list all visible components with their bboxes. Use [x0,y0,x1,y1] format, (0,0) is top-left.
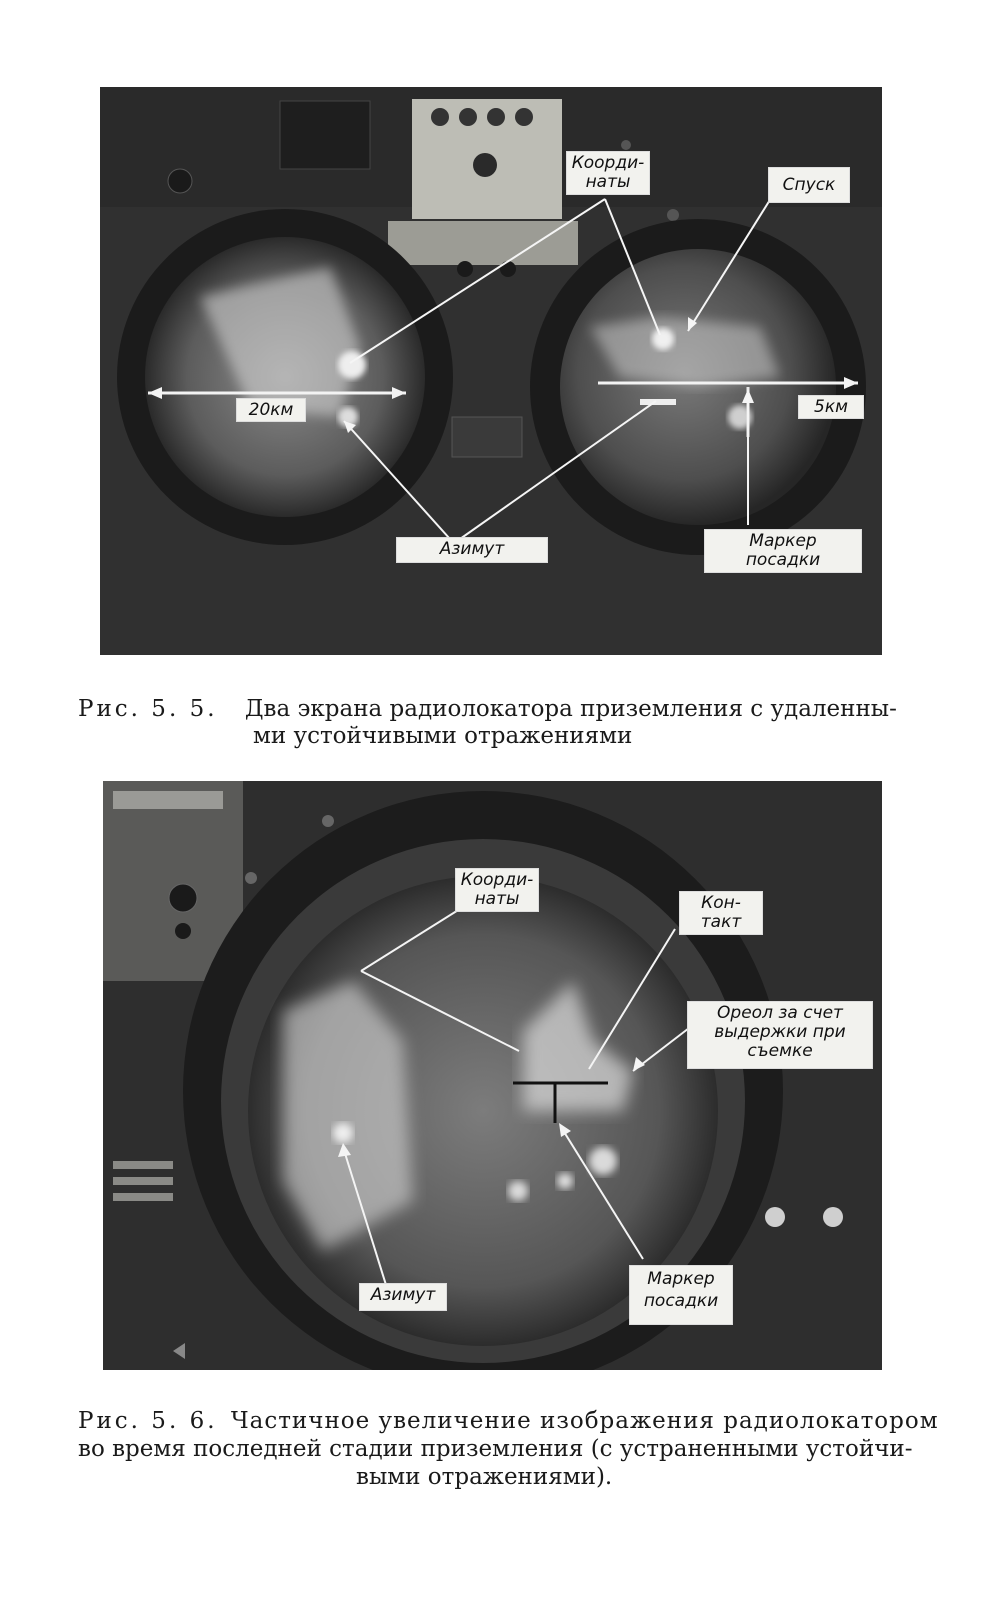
label-halo: Ореол за счет выдержки при съемке [687,1001,873,1069]
caption-text-line1: Частичное увеличение изображения радиолокатором [230,1408,939,1434]
label-descent: Спуск [768,167,850,203]
caption-number: Рис. 5. 6. [78,1408,218,1434]
caption-number: Рис. 5. 5. [78,696,218,722]
figure-caption-5-6-line2: во время последней стадии приземления (с устраненными устойчи- [78,1436,913,1462]
figure-caption-5-6 [78,1408,958,1435]
label-coordinates: Коорди- наты [566,151,650,195]
label-range-20km: 20км [236,398,306,422]
label-contact: Кон- такт [679,891,763,935]
figure-caption-5-6-line3: выми отражениями). [356,1464,613,1490]
label-azimuth: Азимут [396,537,548,563]
radar-photo-two-screens [100,87,882,655]
caption-text-line1: Два экрана радиолокатора приземления с удаленны- [244,696,897,722]
figure-caption-5-5-continued: ми устойчивыми отражениями [253,723,633,749]
figure-caption-5-5 [78,696,938,723]
label-range-5km: 5км [798,395,864,419]
label-coordinates: Коорди- наты [455,868,539,912]
radar-photo-enlarged-screen [103,781,882,1370]
label-landing-marker: Маркер посадки [629,1265,733,1325]
label-azimuth: Азимут [359,1283,447,1311]
label-landing-marker: Маркер посадки [704,529,862,573]
